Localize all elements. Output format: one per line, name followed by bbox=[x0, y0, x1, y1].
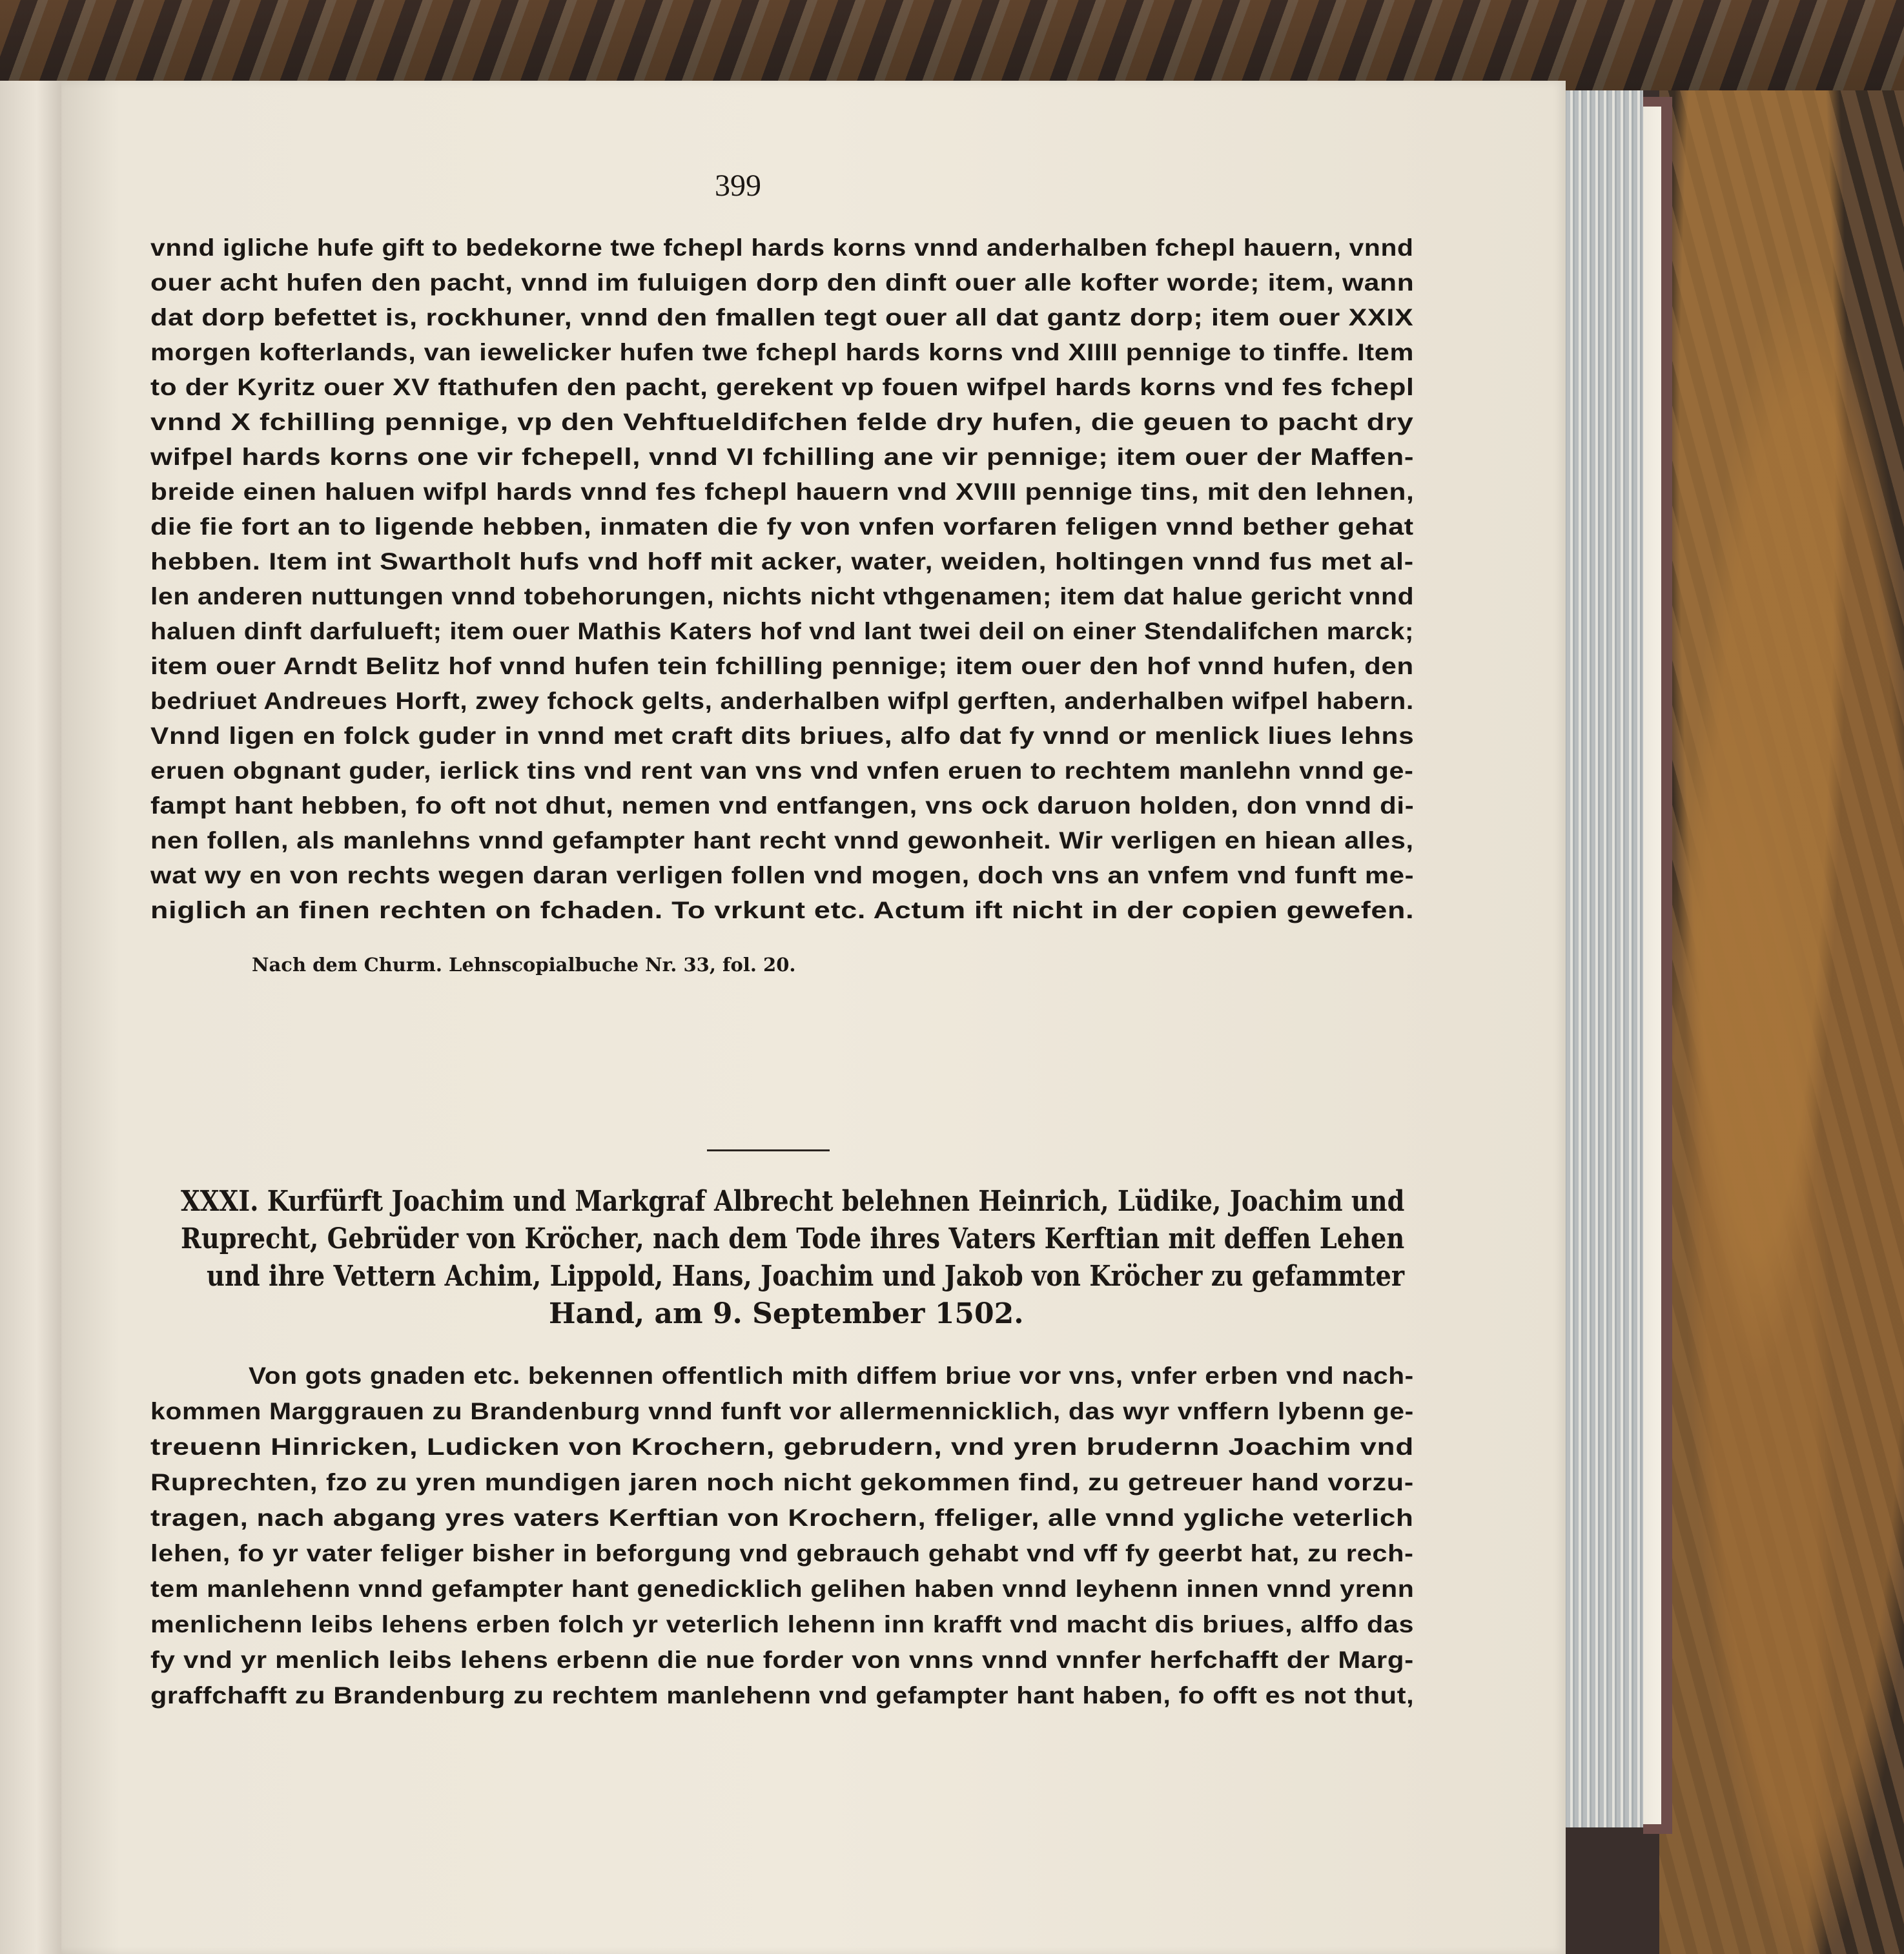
text-line: kommen Marggrauen zu Brandenburg vnnd funft vor allermennicklich, das wyr vnffern lybenn ge- bbox=[150, 1398, 1414, 1424]
text-line: fampt hant hebben, fo oft not dhut, nemen vnd entfangen, vns ock daruon holden, don vnnd di- bbox=[150, 792, 1415, 819]
text-line: vnnd igliche hufe gift to bedekorne twe fchepl hards korns vnnd anderhalben fchepl hauern, vnnd bbox=[150, 234, 1414, 261]
text-line: hebben. Item int Swartholt hufs vnd hoff mit acker, water, weiden, holtingen vnnd fus met al- bbox=[150, 548, 1414, 575]
text-line: vnnd X fchilling pennige, vp den Vehftueldifchen felde dry hufen, die geuen to pacht dry bbox=[150, 409, 1414, 435]
heading-line: Ruprecht, Gebrüder von Kröcher, nach dem Tode ihres Vaters Kerftian mit deffen Lehen bbox=[181, 1222, 1405, 1255]
text-line: ouer acht hufen den pacht, vnnd im fuluigen dorp den dinft ouer alle kofter worde; item, wann bbox=[150, 269, 1415, 296]
text-line: Vnnd ligen en folck guder in vnnd met craft dits briues, alfo dat fy vnnd or menlick liues lehns bbox=[150, 723, 1415, 749]
left-page-leaf bbox=[0, 81, 61, 1954]
heading-line: XXXI. Kurfürft Joachim und Markgraf Albrecht belehnen Heinrich, Lüdike, Joachim und bbox=[181, 1185, 1405, 1218]
text-line: wifpel hards korns one vir fchepell, vnnd VI fchilling ane vir pennige; item ouer der Maffen- bbox=[150, 444, 1415, 470]
text-line: bedriuet Andreues Horft, zwey fchock gelts, anderhalben wifpl gerften, anderhalben wifpel habern. bbox=[150, 688, 1414, 714]
text-line: Ruprechten, fzo zu yren mundigen jaren noch nicht gekommen find, zu getreuer hand vorzu- bbox=[150, 1469, 1414, 1496]
text-line: menlichenn leibs lehens erben folch yr veterlich lehenn inn krafft vnd macht dis briues, alffo das bbox=[150, 1611, 1415, 1638]
text-line: item ouer Arndt Belitz hof vnnd hufen tein fchilling pennige; item ouer den hof vnnd hufen, den bbox=[150, 653, 1414, 679]
book-page bbox=[61, 81, 1566, 1954]
text-line: die fie fort an to ligende hebben, inmaten die fy von vnfen vorfaren feligen vnnd bether gehat bbox=[150, 513, 1414, 540]
heading-line: Hand, am 9. September 1502. bbox=[549, 1297, 1024, 1330]
text-line: to der Kyritz ouer XV ftathufen den pacht, gerekent vp fouen wifpel hards korns vnd fes fchepl bbox=[150, 374, 1415, 400]
text-line: lehen, fo yr vater feliger bisher in beforgung vnd gebrauch gehabt vnd vff fy geerbt hat, zu rech- bbox=[150, 1540, 1414, 1567]
section-separator bbox=[707, 1149, 830, 1151]
text-line: tragen, nach abgang yres vaters Kerftian von Krochern, ffeliger, alle vnnd ygliche veterlich bbox=[150, 1505, 1414, 1531]
heading-line: und ihre Vettern Achim, Lippold, Hans, Joachim und Jakob von Kröcher zu gefammter bbox=[207, 1260, 1405, 1293]
text-line: tem manlehenn vnnd gefampter hant genedicklich gelihen haben vnnd leyhenn innen vnnd yrenn bbox=[150, 1576, 1415, 1602]
text-line: len anderen nuttungen vnnd tobehorungen, nichts nicht vthgenamen; item dat halue gericht vnnd bbox=[150, 583, 1415, 610]
page-number: 399 bbox=[715, 169, 761, 203]
text-line: fy vnd yr menlich leibs lehens erbenn die nue forder von vnns vnnd vnnfer herfchafft der Marg- bbox=[150, 1647, 1414, 1673]
text-line: haluen dinft darfulueft; item ouer Mathis Katers hof vnd lant twei deil on einer Stendalifchen marck; bbox=[150, 618, 1415, 644]
text-line: morgen kofterlands, van iewelicker hufen twe fchepl hards korns vnd XIIII pennige to tinffe. Item bbox=[150, 339, 1415, 365]
book-cover-right bbox=[1659, 90, 1904, 1954]
back-leaf bbox=[1643, 107, 1661, 1824]
text-line: dat dorp befettet is, rockhuner, vnnd den fmallen tegt ouer all dat gantz dorp; item ouer XXIX bbox=[150, 304, 1414, 331]
text-line: eruen obgnant guder, ierlick tins vnd rent van vns vnd vnfen eruen to rechtem manlehn vnnd ge- bbox=[150, 757, 1414, 784]
book-cover-top bbox=[0, 0, 1904, 90]
text-line: graffchafft zu Brandenburg zu rechtem manlehenn vnd gefampter hant haben, fo offt es not thut, bbox=[150, 1682, 1415, 1709]
text-line: niglich an finen rechten on fchaden. To vrkunt etc. Actum ift nicht in der copien gewefen. bbox=[150, 897, 1415, 923]
text-line: Von gots gnaden etc. bekennen offentlich mith diffem briue vor vns, vnfer erben vnd nach- bbox=[249, 1363, 1414, 1389]
text-line: treuenn Hinricken, Ludicken von Krochern, gebrudern, vnd yren brudernn Joachim vnd bbox=[150, 1434, 1414, 1460]
text-line: nen follen, als manlehns vnnd gefampter hant recht vnnd gewonheit. Wir verligen en hiean alles, bbox=[150, 827, 1414, 854]
text-line: breide einen haluen wifpl hards vnnd fes fchepl hauern vnd XVIII pennige tins, mit den lehnen, bbox=[150, 478, 1415, 505]
text-line: wat wy en von rechts wegen daran verligen follen vnd mogen, doch vns an vnfem vnd funft me- bbox=[150, 862, 1415, 889]
source-note: Nach dem Churm. Lehnscopialbuche Nr. 33, fol. 20. bbox=[252, 954, 796, 976]
